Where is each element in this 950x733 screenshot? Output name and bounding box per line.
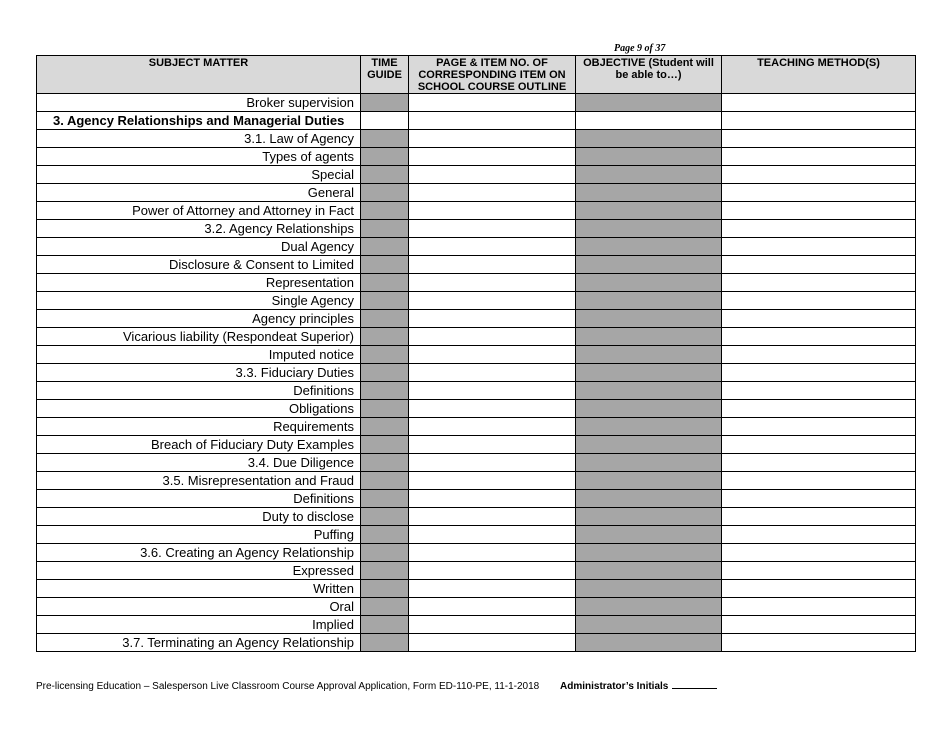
teaching-method-cell[interactable]	[722, 598, 916, 616]
teaching-method-cell[interactable]	[722, 184, 916, 202]
time-guide-cell	[361, 148, 409, 166]
table-row	[37, 292, 916, 310]
page-item-cell[interactable]	[409, 544, 576, 562]
teaching-method-cell[interactable]	[722, 562, 916, 580]
page-item-cell[interactable]	[409, 634, 576, 652]
time-guide-cell	[361, 256, 409, 274]
time-guide-cell	[361, 364, 409, 382]
teaching-method-cell[interactable]	[722, 202, 916, 220]
teaching-method-cell[interactable]	[722, 616, 916, 634]
teaching-method-cell[interactable]	[722, 400, 916, 418]
teaching-method-cell[interactable]	[722, 148, 916, 166]
table-row	[37, 310, 916, 328]
time-guide-cell	[361, 490, 409, 508]
subject-cell: Agency principles	[37, 310, 361, 328]
teaching-method-cell[interactable]	[722, 220, 916, 238]
teaching-method-cell[interactable]	[722, 346, 916, 364]
teaching-method-cell[interactable]	[722, 112, 916, 130]
time-guide-cell	[361, 346, 409, 364]
objective-cell	[576, 400, 722, 418]
objective-cell	[576, 436, 722, 454]
objective-cell	[576, 490, 722, 508]
time-guide-cell	[361, 274, 409, 292]
table-row	[37, 274, 916, 292]
page-item-cell[interactable]	[409, 130, 576, 148]
teaching-method-cell[interactable]	[722, 418, 916, 436]
table-row	[37, 508, 916, 526]
subject-cell: Breach of Fiduciary Duty Examples	[37, 436, 361, 454]
teaching-method-cell[interactable]	[722, 436, 916, 454]
page-item-cell[interactable]	[409, 526, 576, 544]
subject-cell: Duty to disclose	[37, 508, 361, 526]
teaching-method-cell[interactable]	[722, 544, 916, 562]
table-row	[37, 220, 916, 238]
table-row	[37, 454, 916, 472]
table-row	[37, 400, 916, 418]
teaching-method-cell[interactable]	[722, 130, 916, 148]
time-guide-cell	[361, 184, 409, 202]
subject-cell: Puffing	[37, 526, 361, 544]
objective-cell	[576, 472, 722, 490]
teaching-method-cell[interactable]	[722, 454, 916, 472]
objective-cell	[576, 526, 722, 544]
header-teaching-methods: TEACHING METHOD(S)	[722, 56, 916, 94]
page-item-cell[interactable]	[409, 274, 576, 292]
table-body	[37, 94, 916, 652]
objective-cell	[576, 238, 722, 256]
page-item-cell[interactable]	[409, 598, 576, 616]
subject-cell: Definitions	[37, 490, 361, 508]
teaching-method-cell[interactable]	[722, 364, 916, 382]
page-item-cell[interactable]	[409, 580, 576, 598]
table-row	[37, 256, 916, 274]
objective-cell	[576, 292, 722, 310]
page-item-cell[interactable]	[409, 310, 576, 328]
table-row	[37, 328, 916, 346]
administrator-initials-label: Administrator’s Initials	[560, 681, 669, 692]
page-item-cell[interactable]	[409, 184, 576, 202]
table-row	[37, 634, 916, 652]
teaching-method-cell[interactable]	[722, 580, 916, 598]
objective-cell	[576, 634, 722, 652]
subject-cell: 3.1. Law of Agency	[37, 130, 361, 148]
time-guide-cell	[361, 94, 409, 112]
table-row	[37, 184, 916, 202]
page-item-cell[interactable]	[409, 508, 576, 526]
objective-cell	[576, 454, 722, 472]
objective-cell	[576, 598, 722, 616]
subject-cell: Imputed notice	[37, 346, 361, 364]
teaching-method-cell[interactable]	[722, 292, 916, 310]
page-item-cell[interactable]	[409, 112, 576, 130]
table-row	[37, 148, 916, 166]
objective-cell	[576, 274, 722, 292]
table-row	[37, 562, 916, 580]
table-row	[37, 238, 916, 256]
subject-cell: Representation	[37, 274, 361, 292]
page-item-cell[interactable]	[409, 490, 576, 508]
objective-cell[interactable]	[576, 112, 722, 130]
subject-cell: 3.5. Misrepresentation and Fraud	[37, 472, 361, 490]
page-item-cell[interactable]	[409, 238, 576, 256]
subject-cell: 3.3. Fiduciary Duties	[37, 364, 361, 382]
page-item-cell[interactable]	[409, 166, 576, 184]
objective-cell	[576, 148, 722, 166]
subject-cell: 3. Agency Relationships and Managerial Duties	[37, 112, 361, 130]
page-item-cell[interactable]	[409, 346, 576, 364]
teaching-method-cell[interactable]	[722, 238, 916, 256]
page-number: Page 9 of 37	[614, 43, 666, 54]
teaching-method-cell[interactable]	[722, 526, 916, 544]
teaching-method-cell[interactable]	[722, 310, 916, 328]
time-guide-cell	[361, 166, 409, 184]
time-guide-cell	[361, 562, 409, 580]
time-guide-cell	[361, 310, 409, 328]
page-item-cell[interactable]	[409, 454, 576, 472]
subject-cell: General	[37, 184, 361, 202]
time-guide-cell	[361, 202, 409, 220]
teaching-method-cell[interactable]	[722, 382, 916, 400]
objective-cell	[576, 328, 722, 346]
teaching-method-cell[interactable]	[722, 472, 916, 490]
subject-cell: Single Agency	[37, 292, 361, 310]
teaching-method-cell[interactable]	[722, 256, 916, 274]
page-item-cell[interactable]	[409, 220, 576, 238]
page-item-cell[interactable]	[409, 382, 576, 400]
page-item-cell[interactable]	[409, 400, 576, 418]
table-row	[37, 418, 916, 436]
table-row	[37, 202, 916, 220]
time-guide-cell	[361, 616, 409, 634]
table-row	[37, 580, 916, 598]
table-row	[37, 94, 916, 112]
time-guide-cell	[361, 220, 409, 238]
table-row	[37, 544, 916, 562]
course-outline-table	[36, 55, 916, 652]
objective-cell	[576, 310, 722, 328]
footer	[36, 679, 717, 692]
time-guide-cell	[361, 526, 409, 544]
table-row	[37, 616, 916, 634]
time-guide-cell	[361, 382, 409, 400]
objective-cell	[576, 184, 722, 202]
objective-cell	[576, 202, 722, 220]
page-item-cell[interactable]	[409, 148, 576, 166]
subject-cell: Power of Attorney and Attorney in Fact	[37, 202, 361, 220]
time-guide-cell	[361, 130, 409, 148]
objective-cell	[576, 346, 722, 364]
subject-cell: Definitions	[37, 382, 361, 400]
time-guide-cell	[361, 544, 409, 562]
subject-cell: 3.2. Agency Relationships	[37, 220, 361, 238]
objective-cell	[576, 94, 722, 112]
page-item-cell[interactable]	[409, 364, 576, 382]
objective-cell	[576, 130, 722, 148]
time-guide-cell	[361, 436, 409, 454]
time-guide-cell	[361, 238, 409, 256]
subject-cell: 3.6. Creating an Agency Relationship	[37, 544, 361, 562]
table-row	[37, 472, 916, 490]
teaching-method-cell[interactable]	[722, 634, 916, 652]
subject-cell: 3.7. Terminating an Agency Relationship	[37, 634, 361, 652]
table-row	[37, 436, 916, 454]
objective-cell	[576, 544, 722, 562]
subject-cell: Types of agents	[37, 148, 361, 166]
page-item-cell[interactable]	[409, 256, 576, 274]
header-subject-matter: SUBJECT MATTER	[37, 56, 361, 94]
header-objective: OBJECTIVE (Student will be able to…)	[576, 56, 722, 94]
objective-cell	[576, 256, 722, 274]
table-row	[37, 130, 916, 148]
footer-form-text: Pre-licensing Education – Salesperson Live Classroom Course Approval Application, Form ED-110-PE, 11-1-2018	[36, 681, 540, 692]
time-guide-cell[interactable]	[361, 112, 409, 130]
subject-cell: Vicarious liability (Respondeat Superior)	[37, 328, 361, 346]
table-row	[37, 598, 916, 616]
subject-cell: Requirements	[37, 418, 361, 436]
table-row	[37, 526, 916, 544]
subject-cell: Broker supervision	[37, 94, 361, 112]
page-item-cell[interactable]	[409, 292, 576, 310]
teaching-method-cell[interactable]	[722, 328, 916, 346]
page-item-cell[interactable]	[409, 616, 576, 634]
subject-cell: Obligations	[37, 400, 361, 418]
initials-blank[interactable]	[672, 679, 717, 689]
time-guide-cell	[361, 454, 409, 472]
page-item-cell[interactable]	[409, 94, 576, 112]
subject-cell: Dual Agency	[37, 238, 361, 256]
objective-cell	[576, 166, 722, 184]
objective-cell	[576, 508, 722, 526]
table-row	[37, 112, 916, 130]
objective-cell	[576, 382, 722, 400]
subject-cell: Expressed	[37, 562, 361, 580]
time-guide-cell	[361, 418, 409, 436]
time-guide-cell	[361, 400, 409, 418]
page-item-cell[interactable]	[409, 328, 576, 346]
teaching-method-cell[interactable]	[722, 166, 916, 184]
time-guide-cell	[361, 292, 409, 310]
subject-cell: Special	[37, 166, 361, 184]
teaching-method-cell[interactable]	[722, 94, 916, 112]
time-guide-cell	[361, 598, 409, 616]
page-item-cell[interactable]	[409, 472, 576, 490]
teaching-method-cell[interactable]	[722, 274, 916, 292]
page-item-cell[interactable]	[409, 562, 576, 580]
objective-cell	[576, 364, 722, 382]
time-guide-cell	[361, 328, 409, 346]
time-guide-cell	[361, 580, 409, 598]
table-row	[37, 166, 916, 184]
subject-cell: 3.4. Due Diligence	[37, 454, 361, 472]
objective-cell	[576, 418, 722, 436]
table-row	[37, 346, 916, 364]
page-item-cell[interactable]	[409, 418, 576, 436]
subject-cell: Disclosure & Consent to Limited	[37, 256, 361, 274]
page-item-cell[interactable]	[409, 436, 576, 454]
subject-cell: Oral	[37, 598, 361, 616]
header-page-item: PAGE & ITEM NO. OF CORRESPONDING ITEM ON SCHOOL COURSE OUTLINE	[409, 56, 576, 94]
objective-cell	[576, 616, 722, 634]
objective-cell	[576, 580, 722, 598]
teaching-method-cell[interactable]	[722, 508, 916, 526]
objective-cell	[576, 562, 722, 580]
subject-cell: Implied	[37, 616, 361, 634]
teaching-method-cell[interactable]	[722, 490, 916, 508]
time-guide-cell	[361, 508, 409, 526]
header-time-guide: TIME GUIDE	[361, 56, 409, 94]
table-row	[37, 364, 916, 382]
time-guide-cell	[361, 472, 409, 490]
time-guide-cell	[361, 634, 409, 652]
table-row	[37, 490, 916, 508]
table-row	[37, 382, 916, 400]
header-row	[37, 56, 916, 94]
objective-cell	[576, 220, 722, 238]
subject-cell: Written	[37, 580, 361, 598]
page-item-cell[interactable]	[409, 202, 576, 220]
